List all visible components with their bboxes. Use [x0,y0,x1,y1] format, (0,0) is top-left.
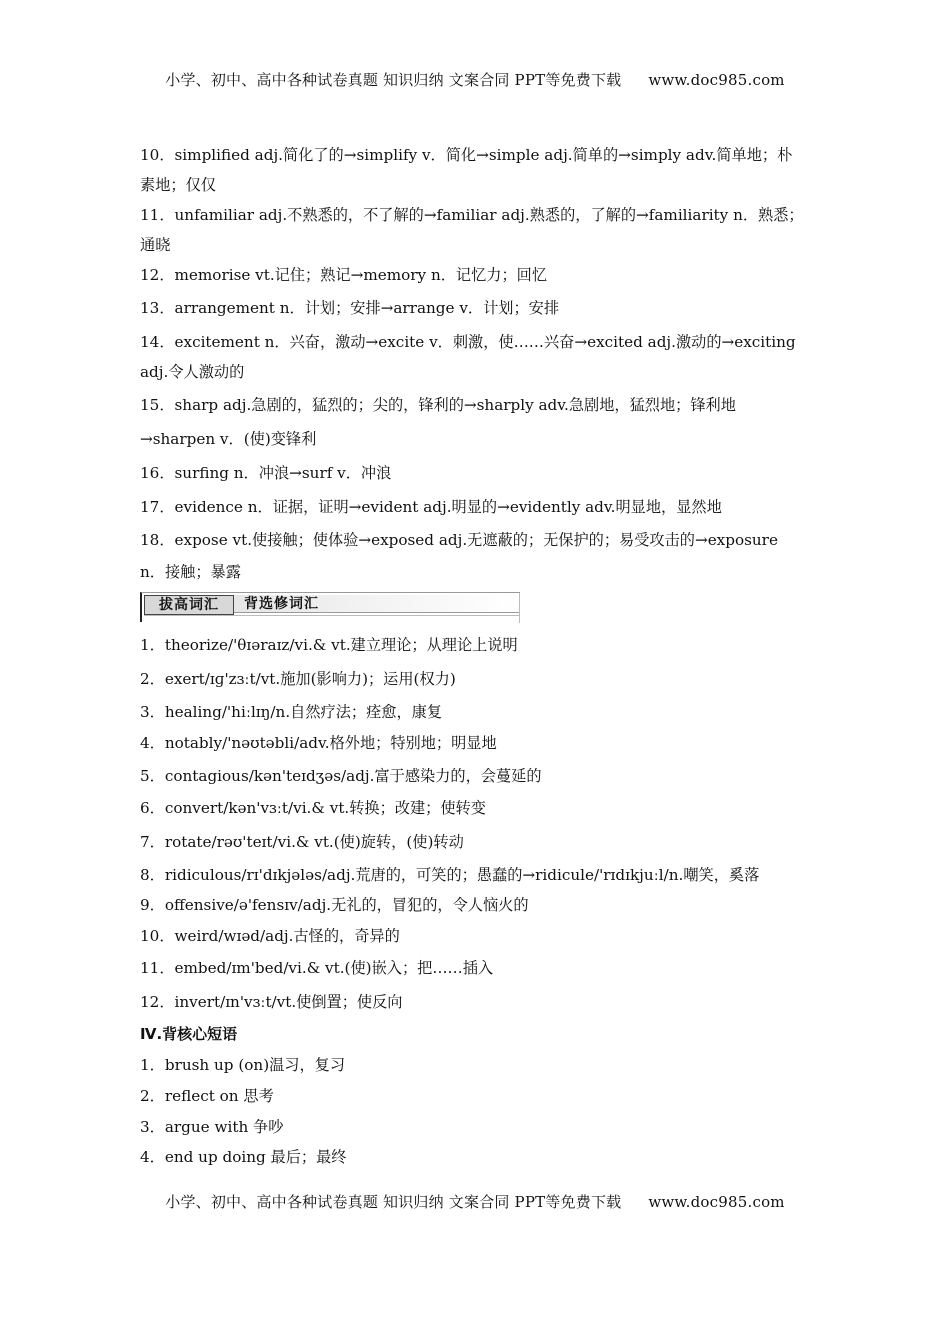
advanced-line: 11．embed/ɪm'bed/vi.& vt.(使)嵌入；把……插入 [140,959,494,977]
vocab-line: adj.令人激动的 [140,363,245,381]
vocab-line: 素地；仅仅 [140,176,216,194]
advanced-line: 3．healing/'hiːlɪŋ/n.自然疗法；痊愈，康复 [140,703,443,721]
vocab-line: 15．sharp adj.急剧的，猛烈的；尖的，锋利的→sharply adv.急剧地，猛烈地；锋利地 [140,396,736,414]
vocab-line: 14．excitement n．兴奋，激动→excite v．刺激，使……兴奋→excited adj.激动的→exciting [140,333,796,351]
page-footer [0,1191,950,1212]
section-rule [144,615,520,616]
page-header [0,69,950,90]
section-bar [140,592,520,622]
vocab-line: 11．unfamiliar adj.不熟悉的，不了解的→familiar adj.熟悉的，了解的→familiarity n．熟悉； [140,206,804,224]
advanced-line: 5．contagious/kən'teɪdʒəs/adj.富于感染力的，会蔓延的 [140,767,542,785]
header-text: 小学、初中、高中各种试卷真题 知识归纳 文案合同 PPT等免费下载 [165,71,622,89]
phrase-line: 2．reflect on 思考 [140,1087,274,1105]
advanced-line: 6．convert/kən'vɜːt/vi.& vt.转换；改建；使转变 [140,799,486,817]
phrase-heading: Ⅳ.背核心短语 [140,1025,238,1043]
vocab-line: 通晓 [140,236,171,254]
footer-text: 小学、初中、高中各种试卷真题 知识归纳 文案合同 PPT等免费下载 [165,1193,622,1211]
header-site: www.doc985.com [648,71,785,89]
section-rule-end [519,593,520,623]
vocab-line: 16．surfing n．冲浪→surf v．冲浪 [140,464,392,482]
phrase-line: 4．end up doing 最后；最终 [140,1148,347,1166]
vocab-line: 12．memorise vt.记住；熟记→memory n．记忆力；回忆 [140,266,548,284]
vocab-line: 17．evidence n．证据，证明→evident adj.明显的→evidently adv.明显地，显然地 [140,498,722,516]
vocab-line: 18．expose vt.使接触；使体验→exposed adj.无遮蔽的；无保护的；易受攻击的→exposure [140,531,778,549]
vocab-line: →sharpen v．(使)变锋利 [140,430,317,448]
vocab-line: 10．simplified adj.简化了的→simplify v．简化→simple adj.简单的→simply adv.简单地；朴 [140,146,793,164]
advanced-line: 7．rotate/rəʊ'teɪt/vi.& vt.(使)旋转，(使)转动 [140,833,464,851]
section-label-advanced: 拔高词汇 [144,595,234,615]
advanced-line: 8．ridiculous/rɪ'dɪkjələs/adj.荒唐的，可笑的；愚蠢的→ridicule/'rɪdɪkjuːl/n.嘲笑，奚落 [140,866,760,884]
advanced-line: 10．weird/wɪəd/adj.古怪的，奇异的 [140,927,400,945]
vocab-line: 13．arrangement n．计划；安排→arrange v．计划；安排 [140,299,560,317]
advanced-line: 4．notably/'nəʊtəbli/adv.格外地；特别地；明显地 [140,734,497,752]
advanced-line: 12．invert/ɪn'vɜːt/vt.使倒置；使反向 [140,993,403,1011]
vocab-line: n．接触；暴露 [140,563,241,581]
phrase-line: 3．argue with 争吵 [140,1118,284,1136]
footer-site: www.doc985.com [648,1193,785,1211]
phrase-line: 1．brush up (on)温习，复习 [140,1056,346,1074]
advanced-line: 2．exert/ɪɡ'zɜːt/vt.施加(影响力)；运用(权力) [140,670,456,688]
advanced-line: 1．theorize/'θɪəraɪz/vi.& vt.建立理论；从理论上说明 [140,636,518,654]
advanced-line: 9．offensive/ə'fensɪv/adj.无礼的，冒犯的，令人恼火的 [140,896,529,914]
section-label-elective: 背选修词汇 [234,595,520,613]
